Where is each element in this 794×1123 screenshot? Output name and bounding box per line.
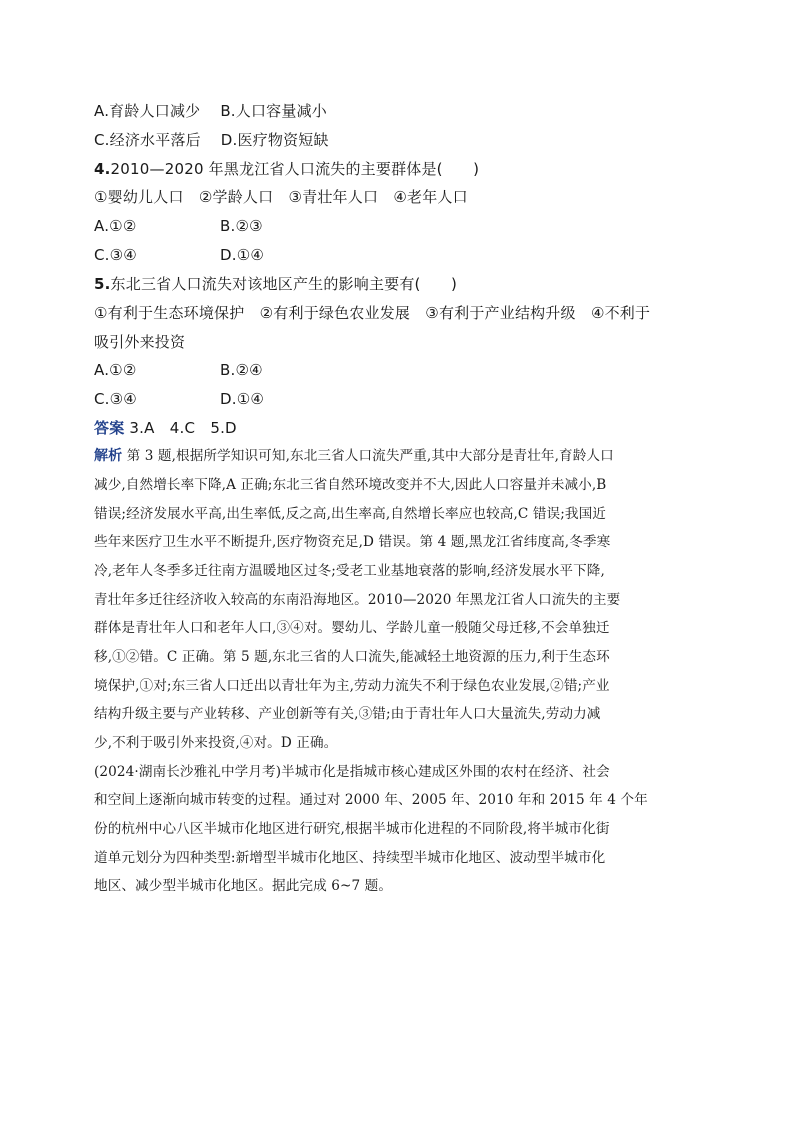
q5-options-row-1	[94, 359, 694, 381]
option-d: D.医疗物资短缺	[220, 131, 329, 149]
q5-stem	[94, 273, 457, 295]
q5-options-row-2	[94, 388, 694, 410]
explanation-text-1: 第 3 题,根据所学知识可知,东北三省人口流失严重,其中大部分是青壮年,育龄人口	[126, 448, 614, 464]
explanation-label: 解析	[94, 448, 123, 464]
q5-option-b: B.②④	[220, 361, 263, 379]
explanation-line-4: 些年来医疗卫生水平不断提升,医疗物资充足,D 错误。第 4 题,黑龙江省纬度高,冬季寒	[94, 534, 611, 550]
q4-stem-text: 2010—2020 年黑龙江省人口流失的主要群体是( )	[110, 160, 480, 178]
q4-option-d: D.①④	[220, 246, 265, 264]
explanation-line-2: 减少,自然增长率下降,A 正确;东北三省自然环境改变并不大,因此人口容量并未减小,B	[94, 477, 607, 493]
q4-option-c: C.③④	[94, 246, 137, 264]
q5-items-line-1: ①有利于生态环境保护 ②有利于绿色农业发展 ③有利于产业结构升级 ④不利于	[94, 304, 651, 322]
q2-options-row-1	[94, 100, 327, 122]
passage-line-1: (2024·湖南长沙雅礼中学月考)半城市化是指城市核心建成区外围的农村在经济、社会	[94, 764, 610, 780]
q4-items: ①婴幼儿人口 ②学龄人口 ③青壮年人口 ④老年人口	[94, 188, 468, 206]
explanation-line-1	[94, 445, 614, 467]
q4-option-b: B.②③	[220, 217, 263, 235]
option-c: C.经济水平落后	[94, 131, 201, 149]
q5-option-d: D.①④	[220, 390, 265, 408]
q4-options-row-1	[94, 215, 694, 237]
q2-options-row-2	[94, 129, 329, 151]
q4-option-a: A.①②	[94, 217, 137, 235]
passage-line-2: 和空间上逐渐向城市转变的过程。通过对 2000 年、2005 年、2010 年和 2015 年 4 个年	[94, 792, 648, 808]
q4-options-row-2	[94, 244, 694, 266]
passage-line-5: 地区、减少型半城市化地区。据此完成 6~7 题。	[94, 878, 393, 894]
explanation-line-9: 境保护,①对;东三省人口迁出以青壮年为主,劳动力流失不利于绿色农业发展,②错;产业	[94, 678, 610, 694]
explanation-line-10: 结构升级主要与产业转移、产业创新等有关,③错;由于青壮年人口大量流失,劳动力减	[94, 706, 601, 722]
q5-option-c: C.③④	[94, 390, 137, 408]
passage-line-3: 份的杭州中心八区半城市化地区进行研究,根据半城市化进程的不同阶段,将半城市化街	[94, 821, 610, 837]
q5-option-a: A.①②	[94, 361, 137, 379]
explanation-line-5: 冷,老年人冬季多迁往南方温暖地区过冬;受老工业基地衰落的影响,经济发展水平下降,	[94, 563, 605, 579]
explanation-line-7: 群体是青壮年人口和老年人口,③④对。婴幼儿、学龄儿童一般随父母迁移,不会单独迁	[94, 620, 610, 636]
explanation-line-11: 少,不利于吸引外来投资,④对。D 正确。	[94, 735, 338, 751]
q5-number: 5.	[94, 275, 111, 293]
q5-items-line-2: 吸引外来投资	[94, 333, 186, 351]
explanation-line-3: 错误;经济发展水平高,出生率低,反之高,出生率高,自然增长率应也较高,C 错误;我国近	[94, 506, 606, 522]
option-a: A.育龄人口减少	[94, 102, 201, 120]
option-b: B.人口容量减小	[220, 102, 327, 120]
answer-label: 答案	[94, 419, 125, 437]
q5-stem-text: 东北三省人口流失对该地区产生的影响主要有( )	[110, 275, 458, 293]
passage-line-4: 道单元划分为四种类型:新增型半城市化地区、持续型半城市化地区、波动型半城市化	[94, 850, 606, 866]
q4-stem	[94, 158, 479, 180]
answer-line	[94, 417, 237, 439]
answer-text: 3.A 4.C 5.D	[129, 419, 237, 437]
explanation-line-8: 移,①②错。C 正确。第 5 题,东北三省的人口流失,能减轻土地资源的压力,利于生态环	[94, 649, 610, 665]
explanation-line-6: 青壮年多迁往经济收入较高的东南沿海地区。2010—2020 年黑龙江省人口流失的主要	[94, 592, 621, 608]
q4-number: 4.	[94, 160, 111, 178]
